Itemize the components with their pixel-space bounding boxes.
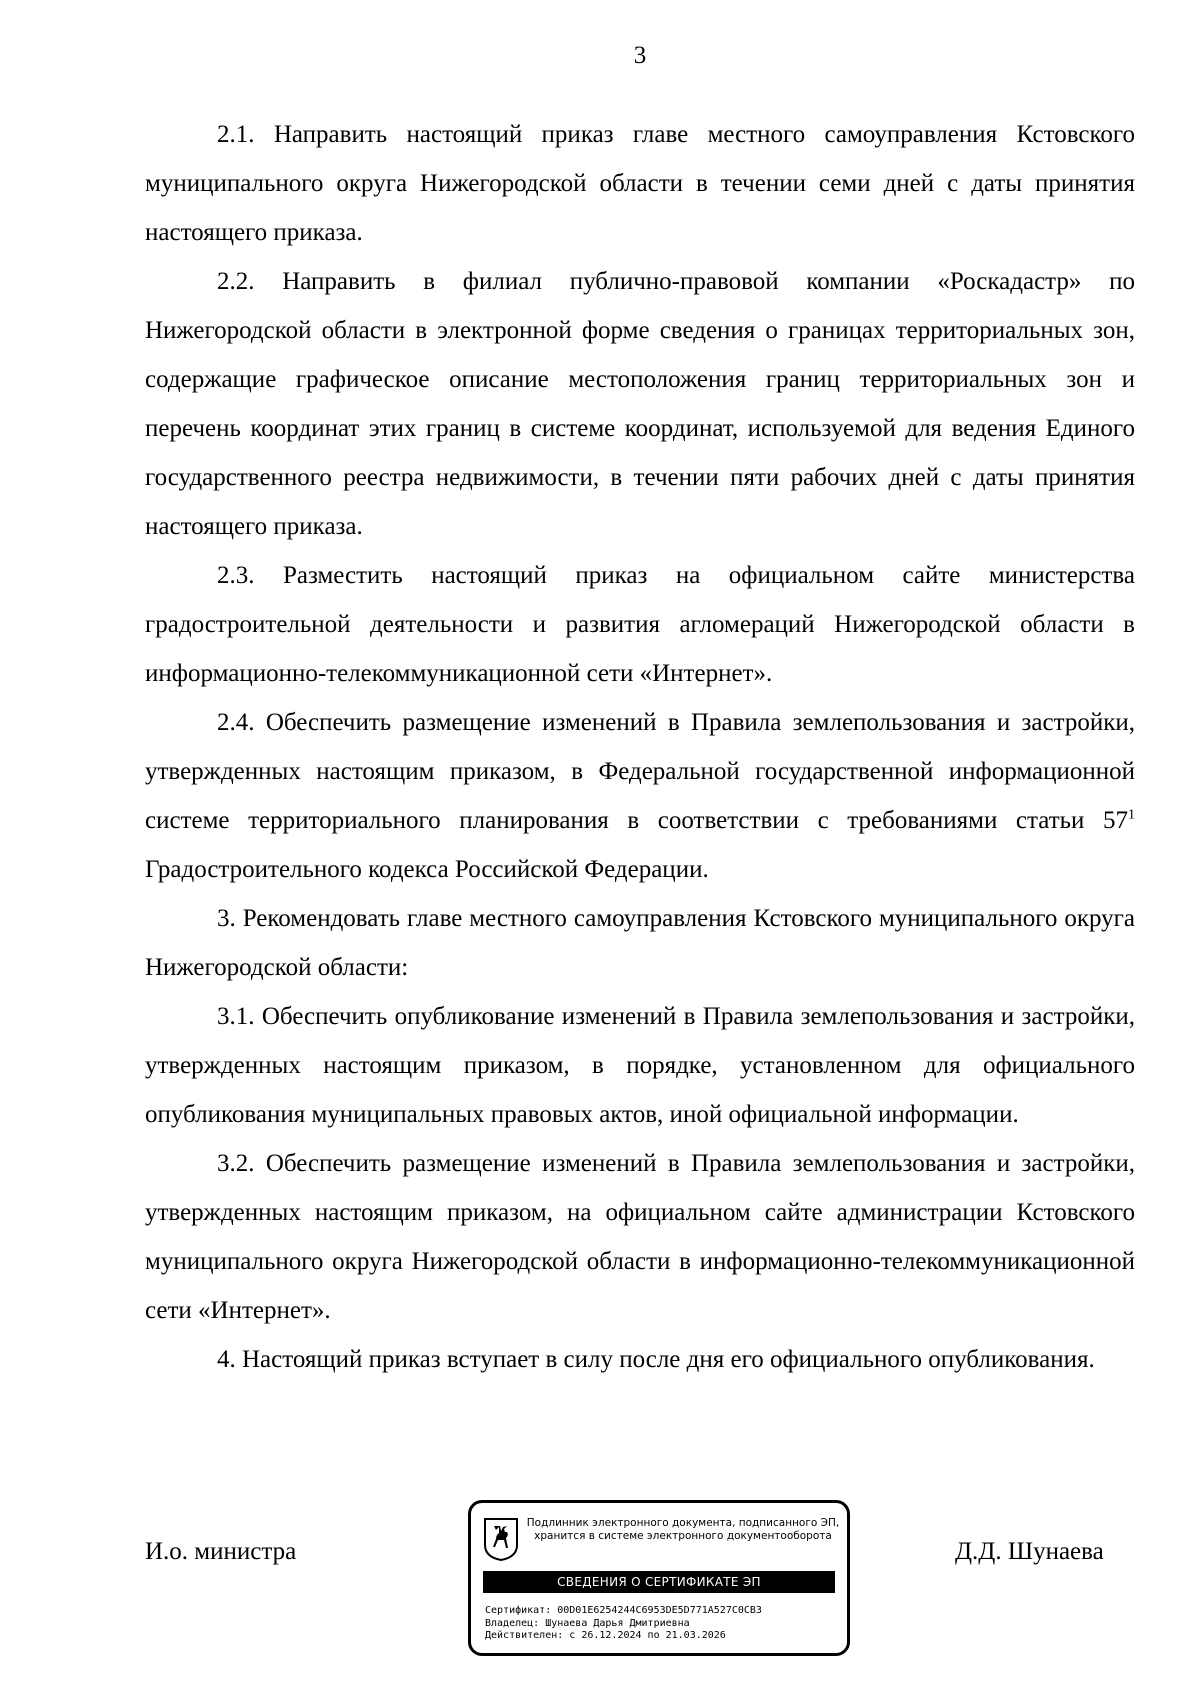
paragraph-2-4-tail: Градостроительного кодекса Российской Федерации. bbox=[145, 856, 709, 883]
signature-title: И.о. министра bbox=[145, 1538, 297, 1565]
page-number: 3 bbox=[633, 42, 647, 69]
stamp-certificate-bar: СВЕДЕНИЯ О СЕРТИФИКАТЕ ЭП bbox=[483, 1571, 835, 1593]
paragraph-2-4 bbox=[145, 698, 1135, 894]
stamp-owner: Владелец: Шунаева Дарья Дмитриевна bbox=[485, 1617, 690, 1629]
paragraph-4: 4. Настоящий приказ вступает в силу после дня его официального опубликования. bbox=[217, 1346, 1095, 1373]
stamp-header-line1: Подлинник электронного документа, подписанного ЭП, bbox=[526, 1517, 840, 1529]
signature-name: Д.Д. Шунаева bbox=[955, 1538, 1104, 1565]
stamp-certificate-details bbox=[485, 1605, 835, 1643]
deer-coat-of-arms-icon bbox=[483, 1517, 519, 1561]
paragraph-2-4-text: 2.4. Обеспечить размещение изменений в Правила землепользования и застройки, утвержденных настоящим приказом, в Федеральной государственной информационной системе территориального планирования в соответствии с требованиями статьи 57 bbox=[145, 709, 1135, 834]
paragraph-3-1: 3.1. Обеспечить опубликование изменений в Правила землепользования и застройки, утвержденных настоящим приказом, в порядке, установленном для официального опубликования муниципальных правовых актов, иной официальной информации. bbox=[145, 1003, 1135, 1128]
paragraph-3-2: 3.2. Обеспечить размещение изменений в Правила землепользования и застройки, утвержденных настоящим приказом, на официальном сайте администрации Кстовского муниципального округа Нижегородской области в информационно-телекоммуникационной сети «Интернет». bbox=[145, 1150, 1135, 1324]
stamp-header bbox=[523, 1517, 843, 1543]
document-body bbox=[145, 110, 1135, 1384]
paragraph-2-2: 2.2. Направить в филиал публично-правовой компании «Роскадастр» по Нижегородской области в электронной форме сведения о границах территориальных зон, содержащие графическое описание местоположения границ территориальных зон и перечень координат этих границ в системе координат, используемой для ведения Единого государственного реестра недвижимости, в течении пяти рабочих дней с даты принятия настоящего приказа. bbox=[145, 268, 1135, 540]
stamp-validity: Действителен: с 26.12.2024 по 21.03.2026 bbox=[485, 1630, 726, 1641]
paragraph-3: 3. Рекомендовать главе местного самоуправления Кстовского муниципального округа Нижегородской области: bbox=[145, 905, 1135, 981]
stamp-certificate-number: Сертификат: 00D01E6254244C6953DE5D771A527C0CB3 bbox=[485, 1605, 762, 1616]
electronic-signature-stamp bbox=[468, 1500, 850, 1656]
stamp-header-line2: хранится в системе электронного документооборота bbox=[534, 1530, 832, 1542]
article-superscript: 1 bbox=[1128, 807, 1135, 823]
paragraph-2-1: 2.1. Направить настоящий приказ главе местного самоуправления Кстовского муниципального округа Нижегородской области в течении семи дней с даты принятия настоящего приказа. bbox=[145, 121, 1135, 246]
paragraph-2-3: 2.3. Разместить настоящий приказ на официальном сайте министерства градостроительной деятельности и развития агломераций Нижегородской области в информационно-телекоммуникационной сети «Интернет». bbox=[145, 562, 1135, 687]
